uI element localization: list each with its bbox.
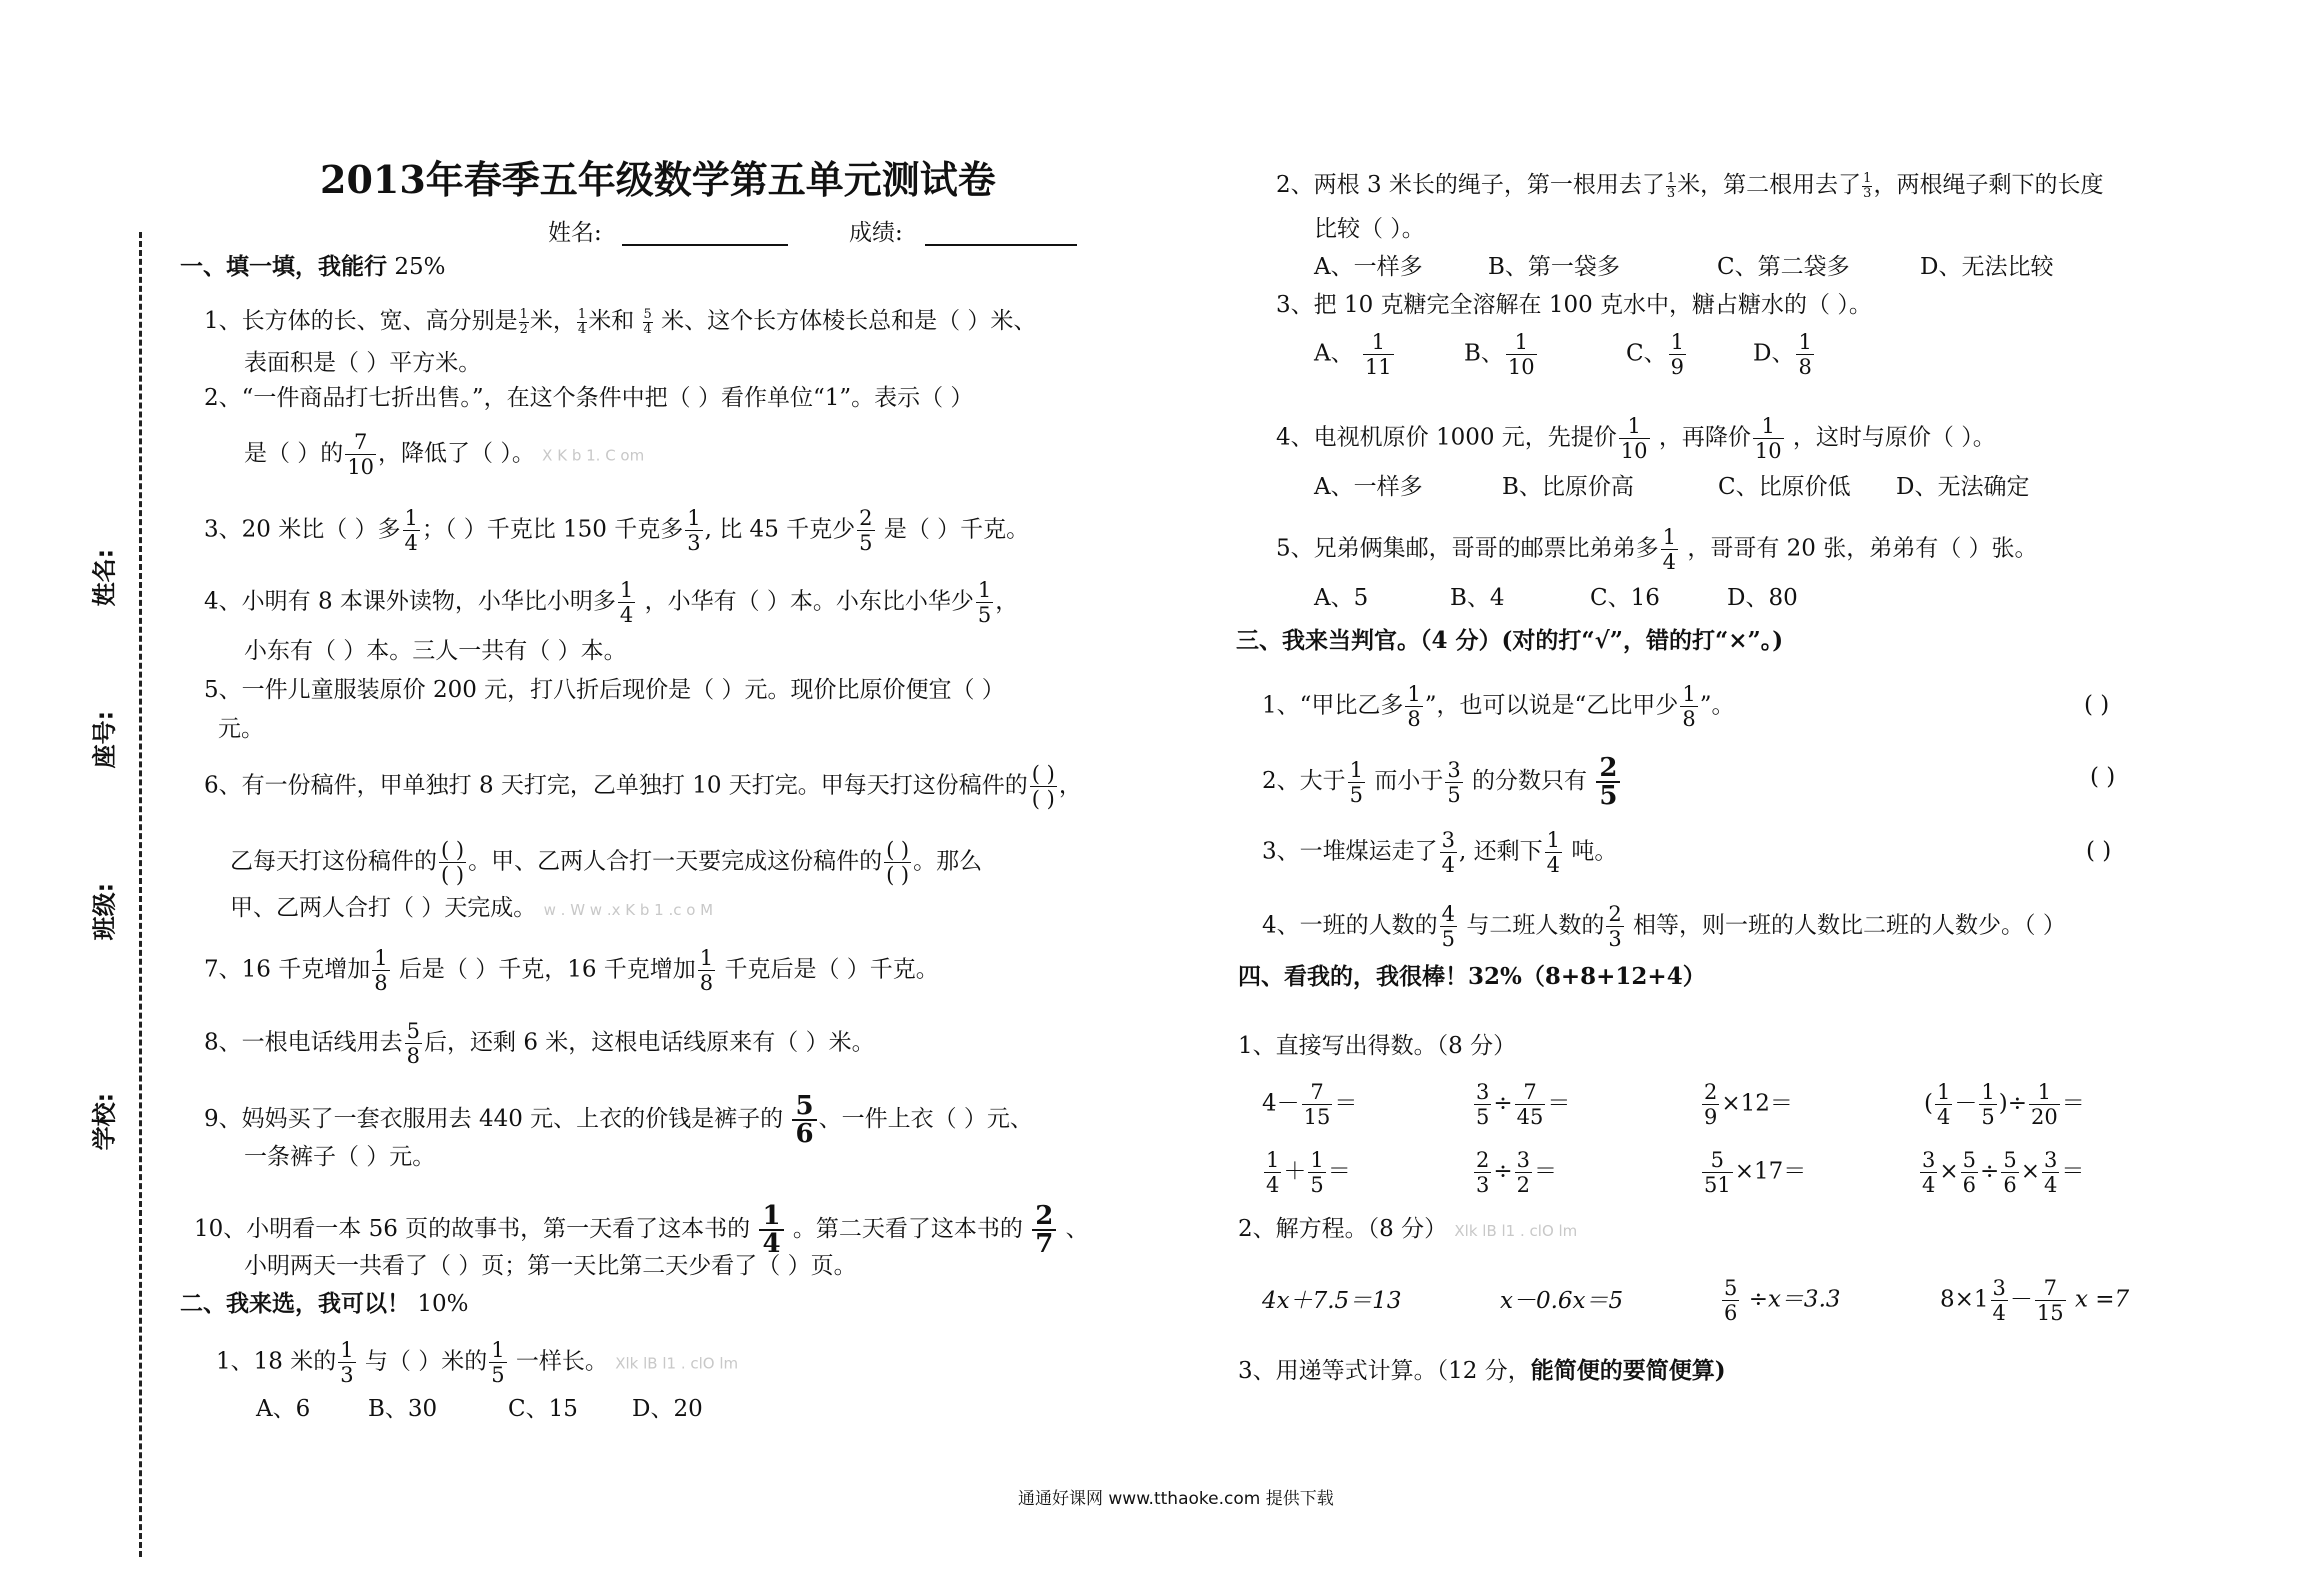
q2-4-option-a[interactable]: A、一样多 [1314, 474, 1423, 500]
section-2-percent: 10% [417, 1291, 469, 1317]
fraction: $\frac{4}{5}$ [1441, 902, 1456, 951]
fraction: $\frac{3}{2}$ [1516, 1148, 1531, 1197]
section-1-title: 一、填一填，我能行 [180, 253, 387, 280]
watermark: w . W w .x K b 1 .c o M [543, 901, 714, 919]
q2-2-option-b[interactable]: B、第一袋多 [1488, 254, 1620, 280]
question-1-1-line2: 表面积是（ ）平方米。 [244, 350, 482, 376]
fraction: $\frac{1}{3}$ [687, 506, 701, 555]
q2-2-option-d[interactable]: D、无法比较 [1920, 254, 2054, 280]
section-2-title: 二、我来选，我可以！ [180, 1290, 410, 1317]
fraction: $\frac{1}{20}$ [2030, 1080, 2058, 1129]
question-1-9-line2: 一条裤子（ ）元。 [244, 1144, 436, 1170]
question-2-2: 2、两根 3 米长的绳子，第一根用去了 $\frac{1}{3}$ 米，第二根用去了 $\frac{1}{3}$ ，两根绳子剩下的长度 [1276, 170, 2104, 201]
section-1-heading [180, 252, 445, 282]
q2-2-option-c[interactable]: C、第二袋多 [1717, 254, 1850, 280]
fraction: $\frac{3}{5}$ [1476, 1080, 1490, 1129]
calc-6: $\frac{2}{3}$ ÷ $\frac{3}{2}$ ＝ [1476, 1148, 1558, 1197]
calc-3: $\frac{2}{9}$ ×12＝ [1704, 1080, 1793, 1129]
fraction: $\frac{1}{11}$ [1364, 330, 1392, 379]
part-1-title: 1、直接写出得数。（8 分） [1238, 1033, 1517, 1059]
part-2-title: 2、解方程。（8 分） Xlk lB l1 . clO lm [1238, 1216, 1578, 1242]
question-1-5-line2: 元。 [218, 716, 264, 742]
fraction: $\frac{3}{4}$ [1441, 828, 1456, 877]
question-1-1: 1、长方体的长、宽、高分别是 $\frac{1}{2}$ 米， $\frac{1}{4}$ 米和 $\frac{5}{4}$ 米、这个长方体棱长总和是（ ）米、 [204, 306, 1037, 337]
fraction: $\frac{2}{7}$ [1032, 1203, 1056, 1257]
judge-paren-3[interactable]: ( ) [2086, 838, 2112, 864]
fraction: $\frac{3}{4}$ [1992, 1276, 2006, 1325]
q2-3-option-c[interactable]: C、 $\frac{1}{9}$ [1626, 330, 1684, 379]
question-3-2: 2、大于 $\frac{1}{5}$ 而小于 $\frac{3}{5}$ 的分数只有 $\frac{2}{5}$ [1262, 755, 1622, 809]
fraction: $\frac{1}{9}$ [1670, 330, 1684, 379]
question-1-10-line2: 小明两天一共看了（ ）页；第一天比第二天少看了（ ）页。 [244, 1253, 857, 1279]
fraction: $\frac{2}{3}$ [1476, 1148, 1490, 1197]
fraction: $\frac{7}{15}$ [1303, 1080, 1331, 1129]
question-1-4: 4、小明有 8 本课外读物，小华比小明多 $\frac{1}{4}$ ，小华有（ ）本。小东比小华少 $\frac{1}{5}$ ， [204, 578, 1019, 627]
watermark: Xlk lB l1 . clO lm [615, 1354, 739, 1373]
q2-1-option-d[interactable]: D、20 [632, 1396, 703, 1422]
fraction: $\frac{1}{4}$ [759, 1203, 783, 1257]
calc-4: ( $\frac{1}{4}$ － $\frac{1}{5}$ )÷ $\frac{1}{20}$ ＝ [1924, 1080, 2085, 1129]
fraction: $\frac{5}{6}$ [1962, 1148, 1977, 1197]
equation-3: $\frac{5}{6}$ ÷x＝3.3 [1724, 1276, 1841, 1325]
q2-3-option-a[interactable]: A、 $\frac{1}{11}$ [1314, 330, 1392, 379]
fraction: $\frac{5}{4}$ [643, 306, 652, 337]
fraction: $\frac{2}{5}$ [1596, 755, 1620, 809]
fraction: $\frac{1}{8}$ [699, 946, 714, 995]
fraction: $\frac{5}{6}$ [2003, 1148, 2017, 1197]
q2-4-option-d[interactable]: D、无法确定 [1896, 474, 2030, 500]
fraction: $\frac{1}{4}$ [577, 306, 587, 337]
question-1-10: 10、小明看一本 56 页的故事书，第一天看了这本书的 $\frac{1}{4}$ 。第二天看了这本书的 $\frac{2}{7}$ 、 [194, 1201, 1089, 1259]
q2-5-option-a[interactable]: A、5 [1314, 585, 1369, 611]
q2-3-option-d[interactable]: D、 $\frac{1}{8}$ [1753, 330, 1812, 379]
fraction: $\frac{1}{5}$ [1310, 1148, 1324, 1197]
calc-8: $\frac{3}{4}$ × $\frac{5}{6}$ ÷ $\frac{5}{6}$ × $\frac{3}{4}$ ＝ [1922, 1148, 2085, 1197]
fraction: $\frac{1}{5}$ [977, 578, 992, 627]
fraction: $\frac{7}{45}$ [1516, 1080, 1544, 1129]
side-seat-label: 座号: [90, 710, 119, 769]
fraction: $\frac{1}{8}$ [1798, 330, 1812, 379]
fraction: $\frac{1}{10}$ [1620, 414, 1648, 463]
fraction: $\frac{5}{6}$ [1724, 1276, 1738, 1325]
q2-5-option-b[interactable]: B、4 [1450, 585, 1505, 611]
fraction: $\frac{1}{5}$ [1981, 1080, 1995, 1129]
question-2-3: 3、把 10 克糖完全溶解在 100 克水中，糖占糖水的（ ）。 [1276, 292, 1872, 318]
equation-4: 8×1 $\frac{3}{4}$ － $\frac{7}{15}$ x =7 [1940, 1276, 2130, 1325]
q2-3-option-b[interactable]: B、 $\frac{1}{10}$ [1464, 330, 1535, 379]
fraction: $\frac{1}{8}$ [1407, 682, 1421, 731]
question-1-6-line2: 乙每天打这份稿件的 ( ) ( ) 。甲、乙两人合打一天要完成这份稿件的 ( ) ( ) 。那么 [230, 838, 983, 887]
q2-1-option-a[interactable]: A、6 [256, 1396, 311, 1422]
watermark: X K b 1. C om [542, 446, 645, 465]
question-1-3: 3、20 米比（ ）多 $\frac{1}{4}$ ；（ ）千克比 150 千克多 $\frac{1}{3}$ , 比 45 千克少 $\frac{2}{5}$ 是（ ）千克。 [204, 506, 1030, 555]
q2-4-option-b[interactable]: B、比原价高 [1502, 474, 1634, 500]
section-4-heading: 四、看我的，我很棒！32%（8+8+12+4） [1238, 963, 1706, 990]
fraction: $\frac{1}{2}$ [519, 306, 528, 337]
fraction: $\frac{5}{8}$ [406, 1019, 421, 1068]
question-2-5: 5、兄弟俩集邮，哥哥的邮票比弟弟多 $\frac{1}{4}$ ，哥哥有 20 张，弟弟有（ ）张。 [1276, 525, 2038, 574]
question-1-6-line3: 甲、乙两人合打（ ）天完成。 w . W w .x K b 1 .c o M [230, 895, 714, 921]
equation-1: 4x＋7.5＝13 [1262, 1288, 1402, 1314]
calc-5: $\frac{1}{4}$ ＋ $\frac{1}{5}$ ＝ [1266, 1148, 1351, 1197]
question-2-1: 1、18 米的 $\frac{1}{3}$ 与（ ）米的 $\frac{1}{5}$ 一样长。 Xlk lB l1 . clO lm [216, 1338, 739, 1387]
fraction: $\frac{7}{10}$ [347, 430, 375, 479]
footer-credit: 通通好课网 www.tthaoke.com 提供下载 [1018, 1489, 1334, 1509]
fraction: $\frac{7}{15}$ [2036, 1276, 2064, 1325]
fraction: $\frac{3}{4}$ [1922, 1148, 1936, 1197]
fraction: $\frac{1}{4}$ [1936, 1080, 1951, 1129]
question-3-3: 3、一堆煤运走了 $\frac{3}{4}$ , 还剩下 $\frac{1}{4}$ 吨。 [1262, 828, 1618, 877]
judge-paren-1[interactable]: ( ) [2084, 692, 2110, 718]
question-1-6: 6、有一份稿件，甲单独打 8 天打完，乙单独打 10 天打完。甲每天打这份稿件的 ( ) ( ) ， [204, 762, 1082, 811]
section-3-heading: 三、我来当判官。（4 分）(对的打“√”，错的打“×”。) [1236, 627, 1784, 654]
fraction: $\frac{1}{8}$ [374, 946, 388, 995]
question-1-2-line2: 是（ ）的 $\frac{7}{10}$ ，降低了（ ）。 X K b 1. C om [244, 430, 645, 479]
q2-5-option-d[interactable]: D、80 [1727, 585, 1798, 611]
question-1-5: 5、一件儿童服装原价 200 元，打八折后现价是（ ）元。现价比原价便宜（ ） [204, 677, 1005, 703]
name-blank[interactable] [622, 218, 788, 246]
calc-2: $\frac{3}{5}$ ÷ $\frac{7}{45}$ ＝ [1476, 1080, 1571, 1129]
question-2-2-line2: 比较（ ）。 [1314, 216, 1425, 242]
question-1-8: 8、一根电话线用去 $\frac{5}{8}$ 后，还剩 6 米，这根电话线原来有（ ）米。 [204, 1019, 875, 1068]
question-1-7: 7、16 千克增加 $\frac{1}{8}$ 后是（ ）千克，16 千克增加 $\frac{1}{8}$ 千克后是（ ）千克。 [204, 946, 939, 995]
page-title: 2013年春季五年级数学第五单元测试卷 [320, 157, 996, 202]
fraction: $\frac{2}{9}$ [1704, 1080, 1718, 1129]
question-1-9: 9、妈妈买了一套衣服用去 440 元、上衣的价钱是裤子的 $\frac{5}{6}$ 、一件上衣（ ）元、 [204, 1091, 1033, 1149]
fraction: $\frac{2}{5}$ [859, 506, 873, 555]
name-label: 姓名: [548, 220, 602, 246]
fraction: $\frac{1}{3}$ [1666, 170, 1676, 201]
q2-5-option-c[interactable]: C、16 [1590, 585, 1660, 611]
watermark: Xlk lB l1 . clO lm [1454, 1222, 1578, 1240]
question-3-4: 4、一班的人数的 $\frac{4}{5}$ 与二班人数的 $\frac{2}{3}$ 相等，则一班的人数比二班的人数少。（ ） [1262, 902, 2066, 951]
judge-paren-2[interactable]: ( ) [2090, 764, 2116, 790]
fraction: $\frac{1}{5}$ [491, 1338, 505, 1387]
q2-2-option-a[interactable]: A、一样多 [1314, 254, 1423, 280]
fraction: $\frac{1}{4}$ [1546, 828, 1561, 877]
fraction: ( ) ( ) [1031, 762, 1055, 811]
question-2-4: 4、电视机原价 1000 元，先提价 $\frac{1}{10}$ ，再降价 $\frac{1}{10}$ ，这时与原价（ ）。 [1276, 414, 1996, 463]
q2-4-option-c[interactable]: C、比原价低 [1718, 474, 1851, 500]
side-school-label: 学校: [90, 1092, 119, 1151]
fraction: $\frac{5}{6}$ [792, 1093, 816, 1147]
fraction: $\frac{1}{5}$ [1349, 757, 1364, 807]
fraction: $\frac{1}{4}$ [404, 506, 418, 555]
part-3-title: 3、用递等式计算。（12 分，能简便的要简便算) [1238, 1357, 1726, 1384]
section-2-heading [180, 1289, 468, 1319]
fraction: $\frac{1}{8}$ [1682, 682, 1696, 731]
question-1-4-line2: 小东有（ ）本。三人一共有（ ）本。 [244, 638, 627, 664]
fraction: $\frac{2}{3}$ [1608, 902, 1622, 951]
side-class-label: 班级: [90, 882, 119, 941]
question-3-1: 1、“甲比乙多 $\frac{1}{8}$ ”，也可以说是“乙比甲少 $\frac{1}{8}$ ”。 [1262, 682, 1735, 731]
fraction: ( ) ( ) [441, 838, 465, 887]
fraction: $\frac{3}{5}$ [1447, 757, 1461, 807]
fraction: $\frac{1}{10}$ [1507, 330, 1535, 379]
score-blank[interactable] [925, 218, 1077, 246]
question-1-2: 2、“一件商品打七折出售。”，在这个条件中把（ ）看作单位“1”。表示（ ） [204, 385, 974, 411]
q2-1-option-b[interactable]: B、30 [368, 1396, 438, 1422]
binding-line [139, 232, 142, 1557]
fraction: $\frac{1}{4}$ [619, 578, 634, 627]
calc-7: $\frac{5}{51}$ ×17＝ [1704, 1148, 1807, 1197]
fraction: $\frac{1}{4}$ [1266, 1148, 1280, 1197]
fraction: $\frac{1}{3}$ [340, 1338, 354, 1387]
score-label: 成绩: [849, 220, 903, 246]
section-1-percent: 25% [394, 254, 446, 280]
fraction: $\frac{1}{4}$ [1662, 525, 1677, 574]
fraction: $\frac{5}{51}$ [1704, 1148, 1731, 1197]
calc-1: 4－ $\frac{7}{15}$ ＝ [1262, 1080, 1358, 1129]
equation-2: x－0.6x＝5 [1500, 1288, 1624, 1314]
fraction: ( ) ( ) [886, 838, 910, 887]
q2-1-option-c[interactable]: C、15 [508, 1396, 578, 1422]
fraction: $\frac{3}{4}$ [2043, 1148, 2058, 1197]
side-name-label: 姓名: [90, 548, 119, 607]
fraction: $\frac{1}{10}$ [1754, 414, 1782, 463]
fraction: $\frac{1}{3}$ [1863, 170, 1872, 201]
